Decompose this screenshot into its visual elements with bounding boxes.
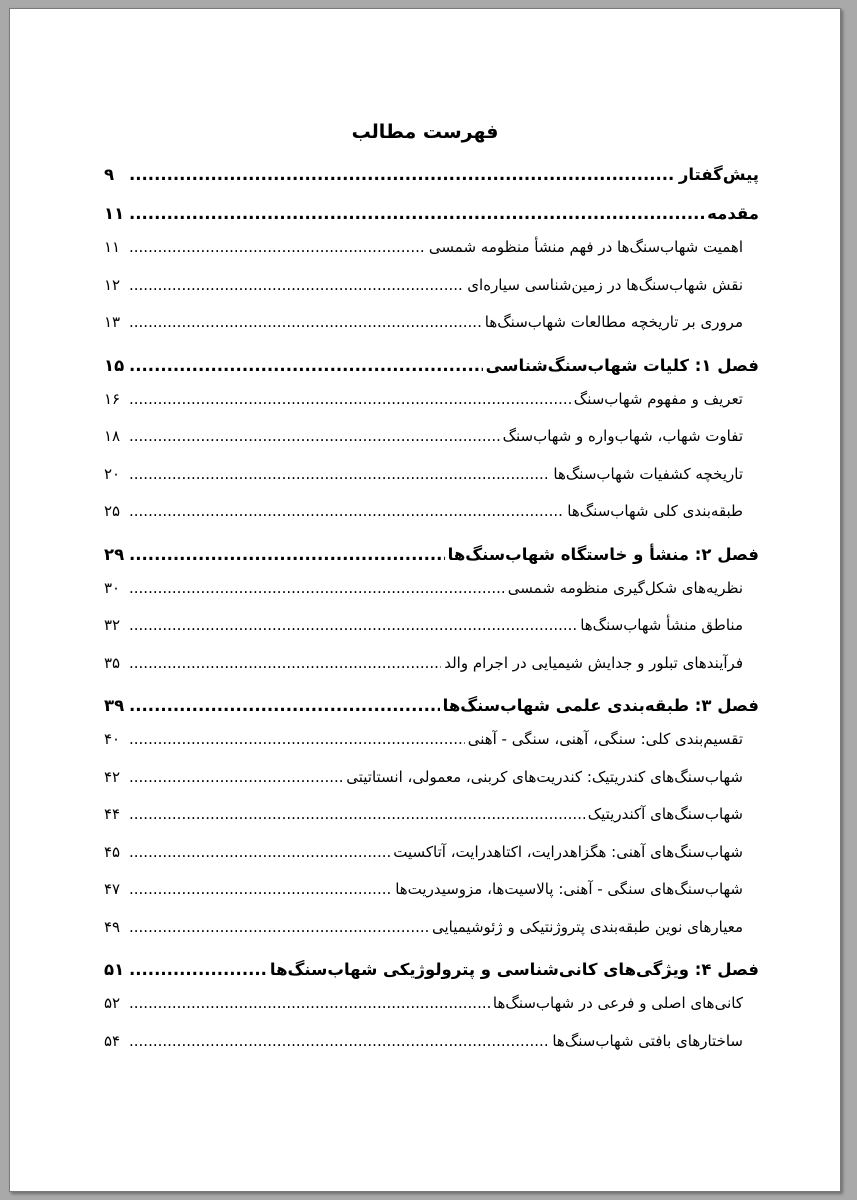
dot-leader [129,954,267,985]
toc-section-entry[interactable] [104,304,759,342]
toc-page-number: ۲۹ [104,544,125,564]
toc-section-entry[interactable] [104,759,759,797]
toc-section-entry[interactable] [104,796,759,834]
toc-section-entry[interactable] [104,456,759,494]
dot-leader [129,159,676,190]
toc-page-number: ۱۱ [104,238,121,256]
toc-chapter-entry[interactable] [104,198,759,229]
toc-chapter-entry[interactable] [104,690,759,721]
dot-leader [129,645,441,683]
toc-chapter-entry[interactable] [104,954,759,985]
toc-page-number: ۴۷ [104,880,121,898]
toc-section-entry[interactable] [104,721,759,759]
dot-leader [129,381,571,419]
document-page [9,8,841,1192]
toc-section-entry[interactable] [104,381,759,419]
toc-page-number: ۳۹ [104,696,125,715]
dot-leader [129,871,392,909]
toc-entry-label: فصل ۴: ویژگی‌های کانی‌شناسی و پترولوژیکی شهاب‌سنگ‌ها [269,960,759,979]
toc-entry-label: فصل ۲: منشأ و خاستگاه شهاب‌سنگ‌ها [447,544,759,564]
dot-leader [129,721,465,759]
toc-entry-label: مروری بر تاریخچه مطالعات شهاب‌سنگ‌ها [484,313,743,331]
toc-page-number: ۱۶ [104,389,121,408]
toc-chapter-entry[interactable] [104,159,759,190]
toc-section-entry[interactable] [104,985,759,1023]
toc-section-entry[interactable] [104,267,759,305]
toc-page-number: ۴۵ [104,842,121,861]
dot-leader [129,304,482,342]
toc-entry-label: تاریخچه کشفیات شهاب‌سنگ‌ها [553,464,743,483]
dot-leader [129,229,426,267]
toc-entry-label: مناطق منشأ شهاب‌سنگ‌ها [580,616,743,634]
toc-section-entry[interactable] [104,834,759,872]
toc-entry-label: تعریف و مفهوم شهاب‌سنگ [573,389,743,408]
toc-entry-label: فرآیندهای تبلور و جدایش شیمیایی در اجرام والد [444,653,743,672]
toc-entry-label: مقدمه [707,204,759,223]
dot-leader [129,1023,549,1061]
toc-section-entry[interactable] [104,607,759,645]
dot-leader [129,909,429,947]
dot-leader [129,759,343,797]
table-of-contents [104,159,759,1060]
toc-entry-label: شهاب‌سنگ‌های کندریتیک: کندریت‌های کربنی، معمولی، انستاتیتی [346,767,743,786]
toc-entry-label: نقش شهاب‌سنگ‌ها در زمین‌شناسی سیاره‌ای [467,275,743,294]
dot-leader [129,350,483,381]
toc-page-number: ۵۴ [104,1031,121,1050]
toc-page-number: ۲۵ [104,502,121,520]
toc-entry-label: اهمیت شهاب‌سنگ‌ها در فهم منشأ منظومه شمسی [428,238,743,256]
toc-page-number: ۳۵ [104,653,121,672]
toc-entry-label: شهاب‌سنگ‌های آهنی: هگزاهدرایت، اکتاهدرایت، آتاکسیت [393,842,743,861]
toc-page-number: ۱۵ [104,355,125,375]
dot-leader [129,456,550,494]
toc-entry-label: طبقه‌بندی کلی شهاب‌سنگ‌ها [567,502,743,520]
toc-page-number: ۵۱ [104,960,125,979]
dot-leader [129,267,464,305]
toc-page-number: ۹ [104,165,115,184]
dot-leader [129,985,490,1023]
toc-section-entry[interactable] [104,570,759,608]
toc-entry-label: کانی‌های اصلی و فرعی در شهاب‌سنگ‌ها [492,994,743,1012]
dot-leader [129,539,445,570]
toc-page-number: ۲۰ [104,464,121,483]
toc-page-number: ۱۱ [104,204,125,223]
toc-entry-label: شهاب‌سنگ‌های سنگی - آهنی: پالاسیت‌ها، مزوسیدریت‌ها [395,880,743,898]
toc-title: فهرست مطالب [351,121,499,143]
toc-chapter-entry[interactable] [104,350,759,381]
toc-section-entry[interactable] [104,1023,759,1061]
toc-page-number: ۳۲ [104,616,121,634]
toc-entry-label: معیارهای نوین طبقه‌بندی پتروژنتیکی و ژئوشیمیایی [431,917,743,936]
toc-page-number: ۴۴ [104,805,121,823]
toc-section-entry[interactable] [104,229,759,267]
toc-entry-label: شهاب‌سنگ‌های آکندریتیک [587,805,743,823]
toc-section-entry[interactable] [104,909,759,947]
dot-leader [129,690,440,721]
toc-page-number: ۵۲ [104,994,121,1012]
dot-leader [129,796,585,834]
toc-entry-label: ساختارهای بافتی شهاب‌سنگ‌ها [552,1031,743,1050]
toc-page-number: ۱۳ [104,313,121,331]
toc-entry-label: تفاوت شهاب، شهاب‌واره و شهاب‌سنگ [502,427,743,445]
dot-leader [129,198,704,229]
toc-entry-label: فصل ۱: کلیات شهاب‌سنگ‌شناسی [485,355,759,375]
toc-page-number: ۱۲ [104,275,121,294]
toc-page-number: ۴۹ [104,917,121,936]
toc-entry-label: نظریه‌های شکل‌گیری منظومه شمسی [507,578,743,597]
toc-page-number: ۱۸ [104,427,121,445]
toc-section-entry[interactable] [104,871,759,909]
toc-page-number: ۴۰ [104,730,121,748]
dot-leader [129,493,564,531]
toc-chapter-entry[interactable] [104,539,759,570]
toc-page-number: ۳۰ [104,578,121,597]
toc-section-entry[interactable] [104,645,759,683]
dot-leader [129,418,500,456]
toc-section-entry[interactable] [104,493,759,531]
dot-leader [129,570,505,608]
toc-page-number: ۴۲ [104,767,121,786]
toc-section-entry[interactable] [104,418,759,456]
toc-entry-label: پیش‌گفتار [678,165,759,184]
toc-entry-label: فصل ۳: طبقه‌بندی علمی شهاب‌سنگ‌ها [442,696,759,715]
dot-leader [129,834,390,872]
toc-entry-label: تقسیم‌بندی کلی: سنگی، آهنی، سنگی - آهنی [467,730,743,748]
dot-leader [129,607,577,645]
